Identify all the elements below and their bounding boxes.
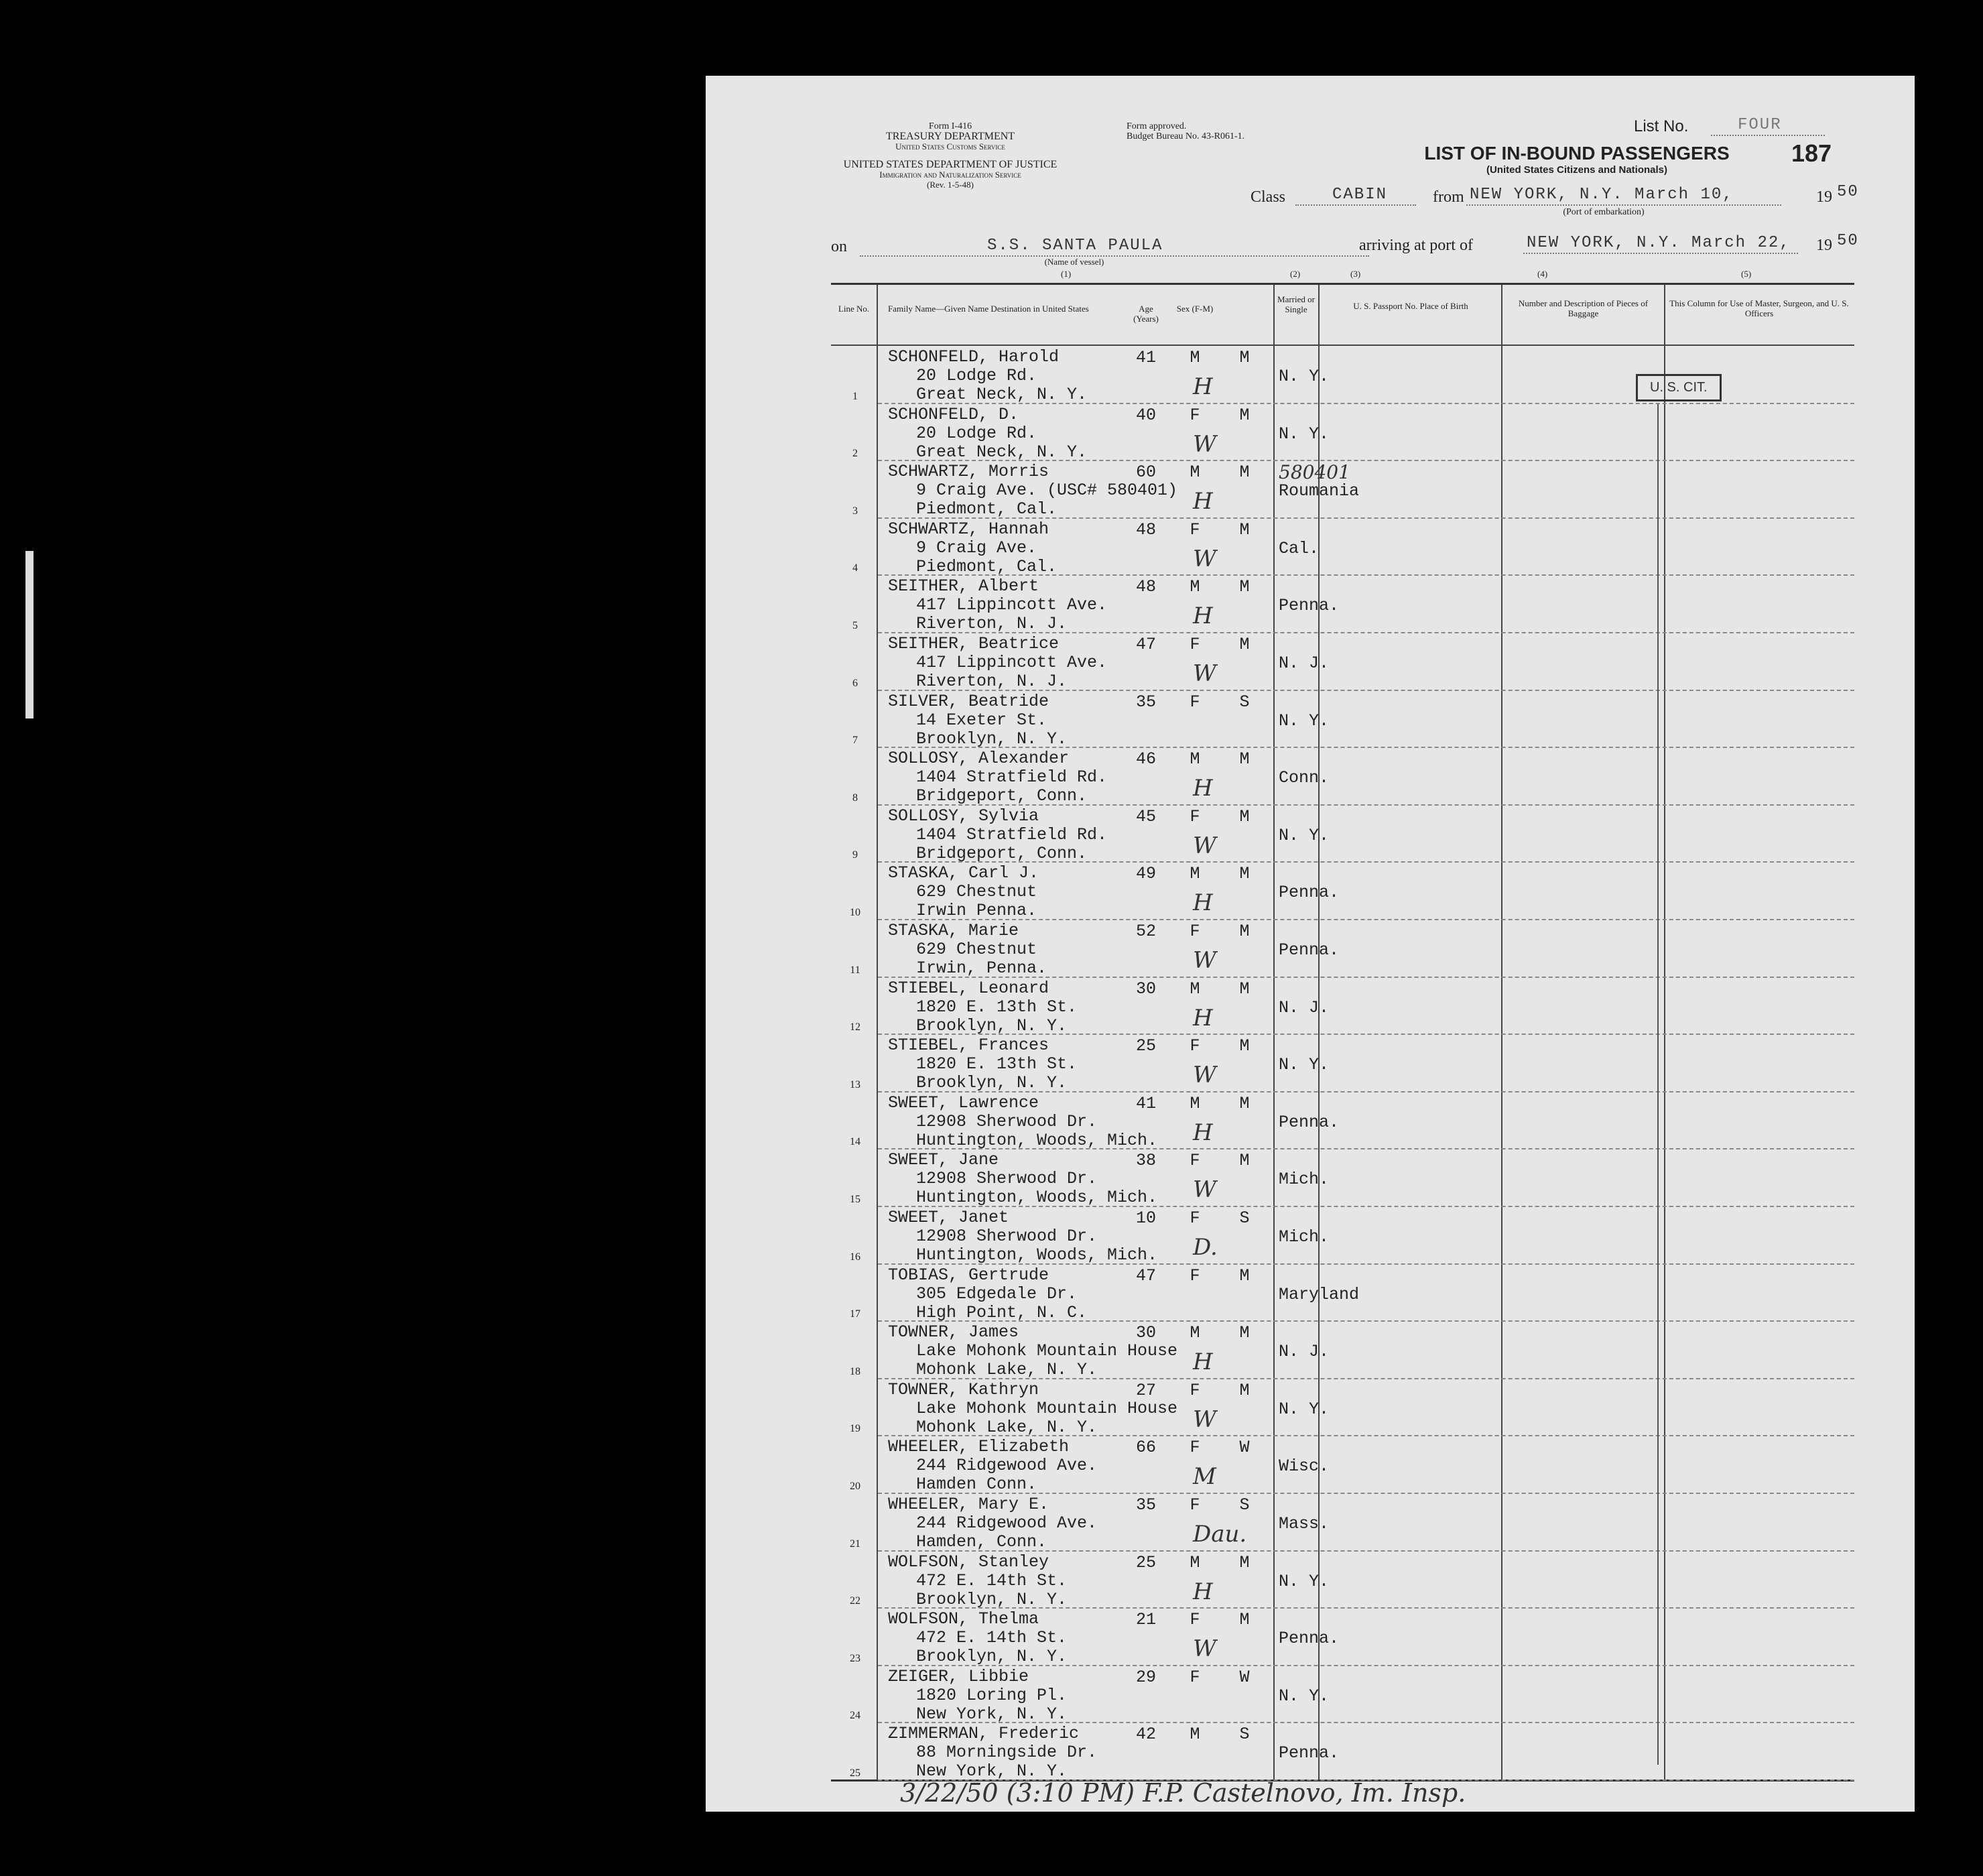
sex-value: M <box>1190 462 1200 483</box>
relationship-note: M <box>1193 1463 1216 1491</box>
column-number: (1) <box>1061 269 1072 279</box>
col-line-no: Line No. <box>838 304 870 314</box>
table-row <box>831 978 1854 1036</box>
list-no-line <box>1711 135 1825 136</box>
marital-status: M <box>1239 348 1250 367</box>
ins-label: Immigration and Naturalization Service <box>879 170 1021 180</box>
line-number: 2 <box>852 448 858 460</box>
marital-status: M <box>1239 462 1250 483</box>
address-city: New York, N. Y. <box>916 1704 1068 1724</box>
line-number: 6 <box>852 677 858 689</box>
marital-status: M <box>1239 635 1250 654</box>
marital-status: M <box>1239 1093 1250 1113</box>
age-value: 25 <box>1135 1552 1156 1572</box>
passenger-name: STASKA, Carl J. <box>888 863 1039 883</box>
marital-status: M <box>1239 405 1250 425</box>
table-row <box>831 1035 1854 1092</box>
class-line <box>1295 204 1416 206</box>
passenger-name: SEITHER, Albert <box>888 576 1039 597</box>
sex-value: F <box>1190 1438 1200 1458</box>
vessel-name: S.S. SANTA PAULA <box>987 237 1163 255</box>
table-row <box>831 404 1854 462</box>
sex-value: F <box>1190 1151 1200 1171</box>
place-of-birth: Roumania <box>1279 481 1360 501</box>
address-city: Riverton, N. J. <box>916 614 1068 634</box>
table-row <box>831 1207 1854 1265</box>
relationship-note: Dau. <box>1193 1521 1247 1548</box>
passenger-name: SCHONFELD, Harold <box>888 347 1060 367</box>
col-passport: U. S. Passport No. Place of Birth <box>1353 301 1468 311</box>
address-street: 629 Chestnut <box>916 940 1037 959</box>
place-of-birth: Penna. <box>1279 1743 1340 1763</box>
age-value: 49 <box>1135 864 1156 884</box>
passport-number: 580401 <box>1279 461 1350 484</box>
age-value: 60 <box>1135 462 1156 483</box>
place-of-birth: N. J. <box>1279 997 1330 1017</box>
age-value: 48 <box>1135 577 1156 597</box>
line-number: 22 <box>850 1595 860 1607</box>
passenger-name: TOBIAS, Gertrude <box>888 1265 1049 1285</box>
justice-label: UNITED STATES DEPARTMENT OF JUSTICE <box>843 159 1058 170</box>
address-city: Hamden Conn. <box>916 1475 1037 1495</box>
place-of-birth: Penna. <box>1279 596 1340 616</box>
on-label: on <box>831 238 847 255</box>
marital-status: M <box>1239 519 1250 540</box>
age-value: 10 <box>1135 1208 1156 1228</box>
address-city: Piedmont, Cal. <box>916 556 1058 576</box>
address-city: Mohonk Lake, N. Y. <box>916 1417 1098 1437</box>
address-street: 472 E. 14th St. <box>916 1628 1068 1648</box>
address-street: 9 Craig Ave. <box>916 538 1037 558</box>
place-of-birth: Mass. <box>1279 1514 1330 1534</box>
passenger-name: TOWNER, James <box>888 1322 1019 1342</box>
age-value: 40 <box>1135 405 1156 425</box>
manifest-page <box>706 76 1915 1812</box>
relationship-note: W <box>1193 660 1216 687</box>
column-number: (3) <box>1350 269 1361 279</box>
passenger-name: SOLLOSY, Sylvia <box>888 806 1039 826</box>
line-number: 9 <box>852 849 858 861</box>
address-city: Piedmont, Cal. <box>916 499 1058 519</box>
address-city: Riverton, N. J. <box>916 672 1068 691</box>
passenger-name: SWEET, Jane <box>888 1150 999 1170</box>
marital-status: M <box>1239 979 1250 999</box>
relationship-note: W <box>1193 545 1216 572</box>
relationship-note: H <box>1193 603 1213 630</box>
sex-value: F <box>1190 1495 1200 1515</box>
age-value: 25 <box>1135 1036 1156 1056</box>
age-value: 30 <box>1135 1323 1156 1343</box>
address-city: Bridgeport, Conn. <box>916 786 1088 806</box>
address-street: 244 Ridgewood Ave. <box>916 1456 1098 1476</box>
officer-column-line <box>1657 404 1659 1765</box>
address-street: 417 Lippincott Ave. <box>916 595 1108 615</box>
arrival-line <box>1523 253 1798 254</box>
col-officers: This Column for Use of Master, Surgeon, and U. S. Officers <box>1669 298 1849 318</box>
age-value: 47 <box>1135 635 1156 654</box>
address-city: Great Neck, N. Y. <box>916 385 1088 404</box>
treasury-label: TREASURY DEPARTMENT <box>885 131 1015 142</box>
address-street: 12908 Sherwood Dr. <box>916 1169 1098 1189</box>
relationship-note: H <box>1193 1578 1213 1605</box>
passenger-name: ZEIGER, Libbie <box>888 1666 1029 1686</box>
place-of-birth: N. Y. <box>1279 1686 1330 1706</box>
table-row <box>831 1379 1854 1437</box>
line-number: 13 <box>850 1078 860 1090</box>
sex-value: M <box>1190 348 1200 367</box>
passenger-name: TOWNER, Kathryn <box>888 1379 1039 1399</box>
from-year-value: 50 <box>1837 183 1859 201</box>
address-city: Brooklyn, N. Y. <box>916 1589 1068 1609</box>
line-number: 10 <box>850 906 860 918</box>
table-row <box>831 1552 1854 1609</box>
address-street: 629 Chestnut <box>916 882 1037 902</box>
address-city: Huntington, Woods, Mich. <box>916 1130 1158 1150</box>
address-city: New York, N. Y. <box>916 1761 1068 1781</box>
age-value: 38 <box>1135 1151 1156 1171</box>
age-value: 42 <box>1135 1725 1156 1745</box>
relationship-note: W <box>1193 947 1216 974</box>
sex-value: M <box>1190 979 1200 999</box>
col-baggage: Number and Description of Pieces of Baggage <box>1518 298 1649 318</box>
marital-status: M <box>1239 1552 1250 1572</box>
sex-value: F <box>1190 692 1200 712</box>
place-of-birth: Penna. <box>1279 1629 1340 1649</box>
line-number: 25 <box>850 1767 860 1779</box>
age-value: 45 <box>1135 806 1156 826</box>
col-sex: Sex (F-M) <box>1176 304 1214 314</box>
address-street: 9 Craig Ave. (USC# 580401) <box>916 481 1178 501</box>
sex-value: M <box>1190 577 1200 597</box>
col-name: Family Name—Given Name Destination in United States <box>888 304 1089 314</box>
sex-value: F <box>1190 519 1200 540</box>
page-number: 187 <box>1791 139 1832 167</box>
table-row <box>831 1149 1854 1207</box>
place-of-birth: Mich. <box>1279 1227 1330 1247</box>
line-number: 24 <box>850 1710 860 1722</box>
class-value: CABIN <box>1332 186 1388 204</box>
from-line <box>1466 204 1781 206</box>
list-no-label: List No. <box>1634 117 1689 135</box>
table-row <box>831 1723 1854 1781</box>
address-city: Huntington, Woods, Mich. <box>916 1245 1158 1265</box>
class-label: Class <box>1251 188 1286 206</box>
relationship-note: D. <box>1193 1234 1218 1261</box>
sex-value: F <box>1190 1610 1200 1630</box>
age-value: 21 <box>1135 1610 1156 1630</box>
place-of-birth: Conn. <box>1279 768 1330 788</box>
address-city: Irwin, Penna. <box>916 958 1047 978</box>
place-of-birth: N. Y. <box>1279 367 1330 386</box>
address-city: Mohonk Lake, N. Y. <box>916 1360 1098 1380</box>
passenger-name: STASKA, Marie <box>888 921 1019 940</box>
age-value: 30 <box>1135 979 1156 999</box>
passenger-name: SWEET, Lawrence <box>888 1092 1039 1113</box>
address-street: 20 Lodge Rd. <box>916 423 1037 443</box>
marital-status: M <box>1239 577 1250 597</box>
address-street: 88 Morningside Dr. <box>916 1743 1098 1763</box>
sex-value: F <box>1190 922 1200 941</box>
embarkation-caption: (Port of embarkation) <box>1563 207 1645 217</box>
line-number: 1 <box>852 390 858 402</box>
address-street: 472 E. 14th St. <box>916 1570 1068 1590</box>
column-number: (2) <box>1290 269 1301 279</box>
relationship-note: H <box>1193 1349 1213 1376</box>
address-city: High Point, N. C. <box>916 1302 1088 1322</box>
place-of-birth: N. Y. <box>1279 424 1330 444</box>
address-city: Hamden, Conn. <box>916 1532 1047 1552</box>
marital-status: M <box>1239 1036 1250 1056</box>
table-row <box>831 691 1854 749</box>
place-of-birth: Mich. <box>1279 1170 1330 1190</box>
form-number: Form I-416 <box>928 121 972 131</box>
marital-status: M <box>1239 749 1250 769</box>
relationship-note: W <box>1193 832 1216 859</box>
address-street: 20 Lodge Rd. <box>916 366 1037 385</box>
marital-status: W <box>1239 1438 1250 1458</box>
table-row <box>831 633 1854 691</box>
marital-status: S <box>1239 1725 1250 1745</box>
table-row <box>831 1436 1854 1494</box>
place-of-birth: N. Y. <box>1279 1571 1330 1591</box>
age-value: 66 <box>1135 1438 1156 1458</box>
address-city: Brooklyn, N. Y. <box>916 1015 1068 1036</box>
relationship-note: H <box>1193 1004 1213 1031</box>
arrival-value: NEW YORK, N.Y. March 22, <box>1527 234 1791 252</box>
sex-value: F <box>1190 635 1200 654</box>
address-street: Lake Mohonk Mountain House <box>916 1398 1178 1418</box>
embarkation-value: NEW YORK, N.Y. March 10, <box>1470 186 1734 204</box>
line-number: 19 <box>850 1423 860 1435</box>
approval-label: Form approved. <box>1127 121 1187 131</box>
passenger-rows <box>831 347 1854 1779</box>
arriving-label: arriving at port of <box>1359 237 1473 254</box>
marital-status: M <box>1239 1380 1250 1400</box>
sex-value: M <box>1190 864 1200 884</box>
list-no-value: FOUR <box>1738 116 1782 134</box>
passenger-name: WHEELER, Mary E. <box>888 1495 1049 1514</box>
relationship-note: W <box>1193 430 1216 458</box>
age-value: 52 <box>1135 922 1156 941</box>
table-row <box>831 920 1854 978</box>
marital-status: W <box>1239 1667 1250 1687</box>
age-value: 29 <box>1135 1667 1156 1687</box>
table-row <box>831 1494 1854 1552</box>
age-value: 46 <box>1135 749 1156 769</box>
address-city: Brooklyn, N. Y. <box>916 729 1068 749</box>
address-city: Great Neck, N. Y. <box>916 442 1088 462</box>
line-number: 16 <box>850 1251 860 1263</box>
address-street: 12908 Sherwood Dr. <box>916 1111 1098 1131</box>
sex-value: F <box>1190 1667 1200 1687</box>
address-street: 14 Exeter St. <box>916 710 1047 730</box>
line-number: 7 <box>852 735 858 747</box>
sex-value: M <box>1190 1725 1200 1745</box>
table-row <box>831 1609 1854 1666</box>
revision-label: (Rev. 1-5-48) <box>927 180 974 190</box>
marital-status: M <box>1239 1151 1250 1171</box>
table-row <box>831 1666 1854 1724</box>
line-number: 23 <box>850 1652 860 1664</box>
table-row <box>831 1265 1854 1322</box>
sex-value: F <box>1190 1036 1200 1056</box>
place-of-birth: Maryland <box>1279 1284 1360 1304</box>
passenger-name: SOLLOSY, Alexander <box>888 749 1070 769</box>
line-number: 15 <box>850 1193 860 1205</box>
line-number: 17 <box>850 1308 860 1320</box>
document-title: LIST OF IN-BOUND PASSENGERS <box>1424 143 1730 164</box>
relationship-note: W <box>1193 1405 1216 1433</box>
relationship-note: W <box>1193 1176 1216 1204</box>
place-of-birth: N. Y. <box>1279 1399 1330 1419</box>
from-year-prefix: 19 <box>1816 188 1832 206</box>
scan-edge-artifact <box>25 551 34 718</box>
place-of-birth: N. Y. <box>1279 825 1330 845</box>
relationship-note: W <box>1193 1635 1216 1663</box>
marital-status: M <box>1239 922 1250 941</box>
passenger-name: STIEBEL, Frances <box>888 1036 1049 1056</box>
sex-value: F <box>1190 806 1200 826</box>
age-value: 47 <box>1135 1265 1156 1286</box>
place-of-birth: Cal. <box>1279 538 1320 558</box>
sex-value: M <box>1190 1093 1200 1113</box>
passenger-name: SCHONFELD, D. <box>888 404 1019 424</box>
address-street: 1404 Stratfield Rd. <box>916 767 1108 788</box>
sex-value: F <box>1190 405 1200 425</box>
passenger-name: WOLFSON, Thelma <box>888 1609 1039 1629</box>
line-number: 5 <box>852 619 858 631</box>
address-street: 1820 E. 13th St. <box>916 997 1078 1017</box>
place-of-birth: N. Y. <box>1279 710 1330 731</box>
table-row <box>831 1322 1854 1379</box>
address-street: 244 Ridgewood Ave. <box>916 1513 1098 1533</box>
relationship-note: W <box>1193 1062 1216 1089</box>
place-of-birth: N. Y. <box>1279 1055 1330 1075</box>
table-row <box>831 576 1854 633</box>
marital-status: M <box>1239 1323 1250 1343</box>
marital-status: S <box>1239 692 1250 712</box>
arrival-year-prefix: 19 <box>1816 237 1832 254</box>
passenger-name: SILVER, Beatride <box>888 691 1049 711</box>
sex-value: M <box>1190 1552 1200 1572</box>
address-street: 1820 Loring Pl. <box>916 1685 1068 1705</box>
table-row <box>831 863 1854 920</box>
marital-status: M <box>1239 1265 1250 1286</box>
column-number: (5) <box>1741 269 1752 279</box>
sex-value: M <box>1190 749 1200 769</box>
passenger-name: SCHWARTZ, Hannah <box>888 519 1049 539</box>
marital-status: M <box>1239 806 1250 826</box>
line-number: 18 <box>850 1365 860 1377</box>
customs-label: United States Customs Service <box>895 141 1005 151</box>
marital-status: S <box>1239 1208 1250 1228</box>
relationship-note: H <box>1193 889 1213 917</box>
age-value: 35 <box>1135 1495 1156 1515</box>
line-number: 11 <box>850 964 860 976</box>
sex-value: F <box>1190 1208 1200 1228</box>
inspector-signature: 3/22/50 (3:10 PM) F.P. Castelnovo, Im. Insp. <box>900 1778 1466 1808</box>
col-age: Age (Years) <box>1133 304 1159 324</box>
age-value: 27 <box>1135 1380 1156 1400</box>
address-city: Bridgeport, Conn. <box>916 843 1088 863</box>
place-of-birth: Penna. <box>1279 940 1340 960</box>
address-street: 1820 E. 13th St. <box>916 1054 1078 1074</box>
address-city: Huntington, Woods, Mich. <box>916 1188 1158 1208</box>
address-street: 417 Lippincott Ave. <box>916 653 1108 672</box>
relationship-note: H <box>1193 1119 1213 1146</box>
passenger-name: WOLFSON, Stanley <box>888 1552 1049 1572</box>
age-value: 48 <box>1135 519 1156 540</box>
age-value: 35 <box>1135 692 1156 712</box>
line-number: 20 <box>850 1480 860 1492</box>
place-of-birth: N. J. <box>1279 1342 1330 1362</box>
table-row <box>831 748 1854 806</box>
address-city: Irwin Penna. <box>916 901 1037 921</box>
budget-label: Budget Bureau No. 43-R061-1. <box>1127 131 1245 141</box>
column-number: (4) <box>1537 269 1548 279</box>
table-row <box>831 806 1854 863</box>
address-city: Brooklyn, N. Y. <box>916 1647 1068 1667</box>
sex-value: F <box>1190 1265 1200 1286</box>
marital-status: M <box>1239 864 1250 884</box>
line-number: 3 <box>852 505 858 517</box>
relationship-note: H <box>1193 373 1213 400</box>
place-of-birth: Penna. <box>1279 883 1340 903</box>
line-number: 14 <box>850 1136 860 1148</box>
line-number: 21 <box>850 1538 860 1550</box>
marital-status: S <box>1239 1495 1250 1515</box>
place-of-birth: Penna. <box>1279 1112 1340 1132</box>
passenger-table <box>831 283 1854 1781</box>
arrival-year-value: 50 <box>1837 232 1859 250</box>
relationship-note: H <box>1193 488 1213 515</box>
address-street: 1404 Stratfield Rd. <box>916 824 1108 845</box>
document-subtitle: (United States Citizens and Nationals) <box>1486 164 1668 176</box>
place-of-birth: N. J. <box>1279 653 1330 673</box>
passenger-name: SCHWARTZ, Morris <box>888 462 1049 482</box>
col-married: Married or Single <box>1277 294 1315 314</box>
passenger-name: STIEBEL, Leonard <box>888 978 1049 998</box>
age-value: 41 <box>1135 348 1156 367</box>
sex-value: M <box>1190 1323 1200 1343</box>
table-row <box>831 1092 1854 1150</box>
address-street: 12908 Sherwood Dr. <box>916 1227 1098 1246</box>
passenger-name: WHEELER, Elizabeth <box>888 1437 1070 1457</box>
address-city: Brooklyn, N. Y. <box>916 1073 1068 1093</box>
from-label: from <box>1433 188 1464 206</box>
place-of-birth: Wisc. <box>1279 1456 1330 1477</box>
passenger-name: ZIMMERMAN, Frederic <box>888 1724 1080 1744</box>
table-row <box>831 461 1854 519</box>
sex-value: F <box>1190 1380 1200 1400</box>
age-value: 41 <box>1135 1093 1156 1113</box>
us-citizen-stamp: U. S. CIT. <box>1636 374 1722 401</box>
table-row <box>831 519 1854 576</box>
vessel-caption: (Name of vessel) <box>1044 257 1104 267</box>
marital-status: M <box>1239 1610 1250 1630</box>
address-street: 305 Edgedale Dr. <box>916 1284 1078 1304</box>
line-number: 8 <box>852 792 858 804</box>
line-number: 4 <box>852 562 858 574</box>
relationship-note: H <box>1193 775 1213 802</box>
line-number: 12 <box>850 1021 860 1034</box>
address-street: Lake Mohonk Mountain House <box>916 1341 1178 1361</box>
passenger-name: SEITHER, Beatrice <box>888 634 1060 653</box>
passenger-name: SWEET, Janet <box>888 1208 1009 1227</box>
